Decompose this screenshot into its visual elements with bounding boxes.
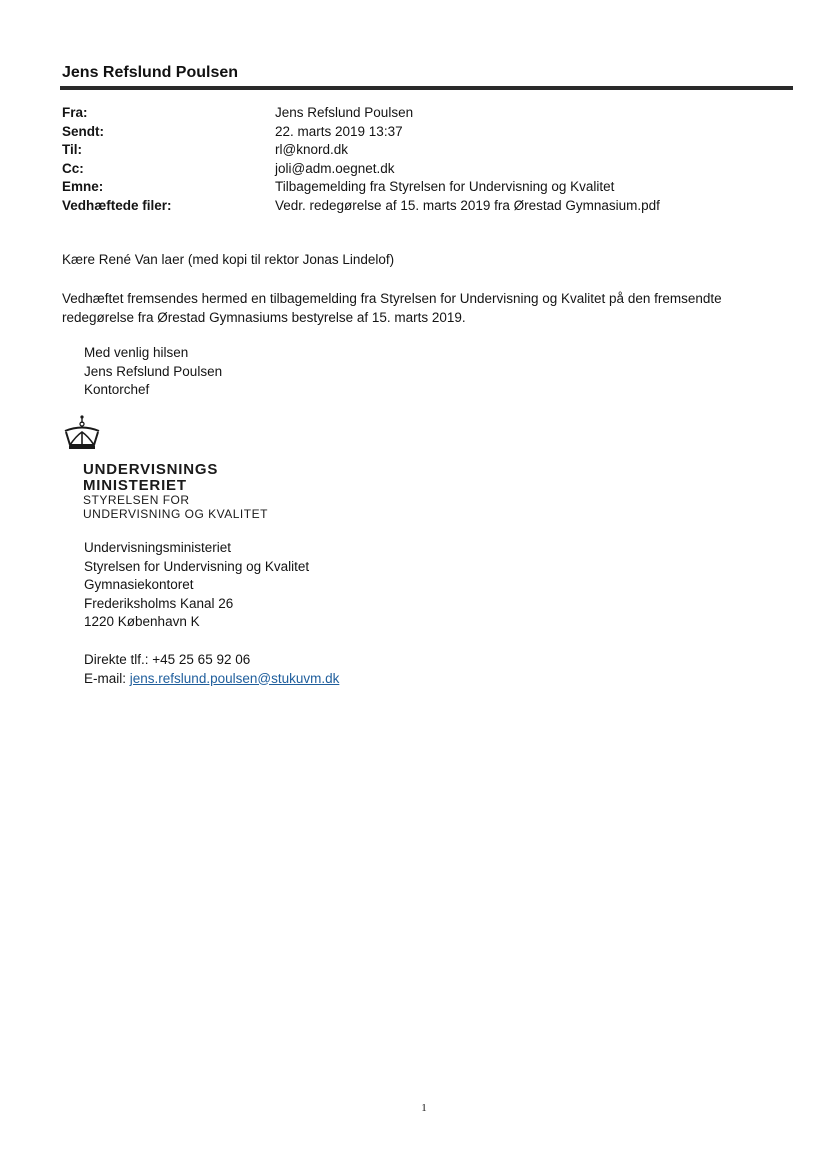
- logo-line: UNDERVISNINGS: [83, 461, 219, 478]
- page-title: Jens Refslund Poulsen: [62, 64, 239, 81]
- body-line: Vedhæftet fremsendes hermed en tilbagemelding fra Styrelsen for Undervisning og Kvalitet på den fremsendte: [62, 291, 722, 306]
- email-line: [84, 670, 339, 689]
- ministry-logo: [83, 462, 268, 521]
- address-line: Gymnasiekontoret: [84, 577, 194, 592]
- attachment-filename[interactable]: Vedr. redegørelse af 15. marts 2019 fra Ørestad Gymnasium.pdf: [275, 197, 660, 213]
- header-value: 22. marts 2019 13:37: [275, 123, 403, 139]
- contact-block: [84, 651, 339, 688]
- address-line: Undervisningsministeriet: [84, 540, 232, 555]
- header-value: rl@knord.dk: [275, 142, 348, 157]
- body-paragraph: [62, 290, 722, 327]
- greeting: Kære René Van laer (med kopi til rektor Jonas Lindelof): [62, 252, 395, 267]
- body-line: redegørelse fra Ørestad Gymnasiums bestyrelse af 15. marts 2019.: [62, 309, 466, 325]
- email-link[interactable]: jens.refslund.poulsen@stukuvm.dk: [129, 670, 340, 686]
- header-label: Cc:: [62, 160, 84, 176]
- header-value: Jens Refslund Poulsen: [275, 105, 414, 120]
- crown-icon: [62, 414, 102, 452]
- header-value: joli@adm.oegnet.dk: [275, 160, 395, 176]
- address-line: Frederiksholms Kanal 26: [84, 595, 234, 611]
- header-label: Emne:: [62, 179, 104, 194]
- signature-role: Kontorchef: [84, 382, 150, 397]
- signature-name: Jens Refslund Poulsen: [84, 363, 223, 379]
- header-label: Sendt:: [62, 123, 104, 139]
- header-label: Vedhæftede filer:: [62, 197, 172, 213]
- logo-line: STYRELSEN FOR: [83, 493, 190, 507]
- logo-line: MINISTERIET: [83, 477, 187, 494]
- header-divider: [60, 86, 793, 90]
- signature: [84, 344, 222, 400]
- header-label: Fra:: [62, 105, 88, 120]
- email-label: E-mail:: [84, 670, 127, 686]
- page-number: 1: [421, 1102, 427, 1114]
- phone-line: Direkte tlf.: +45 25 65 92 06: [84, 652, 251, 667]
- logo-line: UNDERVISNING OG KVALITET: [83, 506, 268, 521]
- address-block: [84, 539, 309, 632]
- address-line: Styrelsen for Undervisning og Kvalitet: [84, 558, 310, 574]
- header-label: Til:: [62, 142, 82, 157]
- address-line: 1220 København K: [84, 614, 200, 629]
- signature-closing: Med venlig hilsen: [84, 345, 189, 360]
- header-value: Tilbagemelding fra Styrelsen for Undervisning og Kvalitet: [275, 179, 615, 194]
